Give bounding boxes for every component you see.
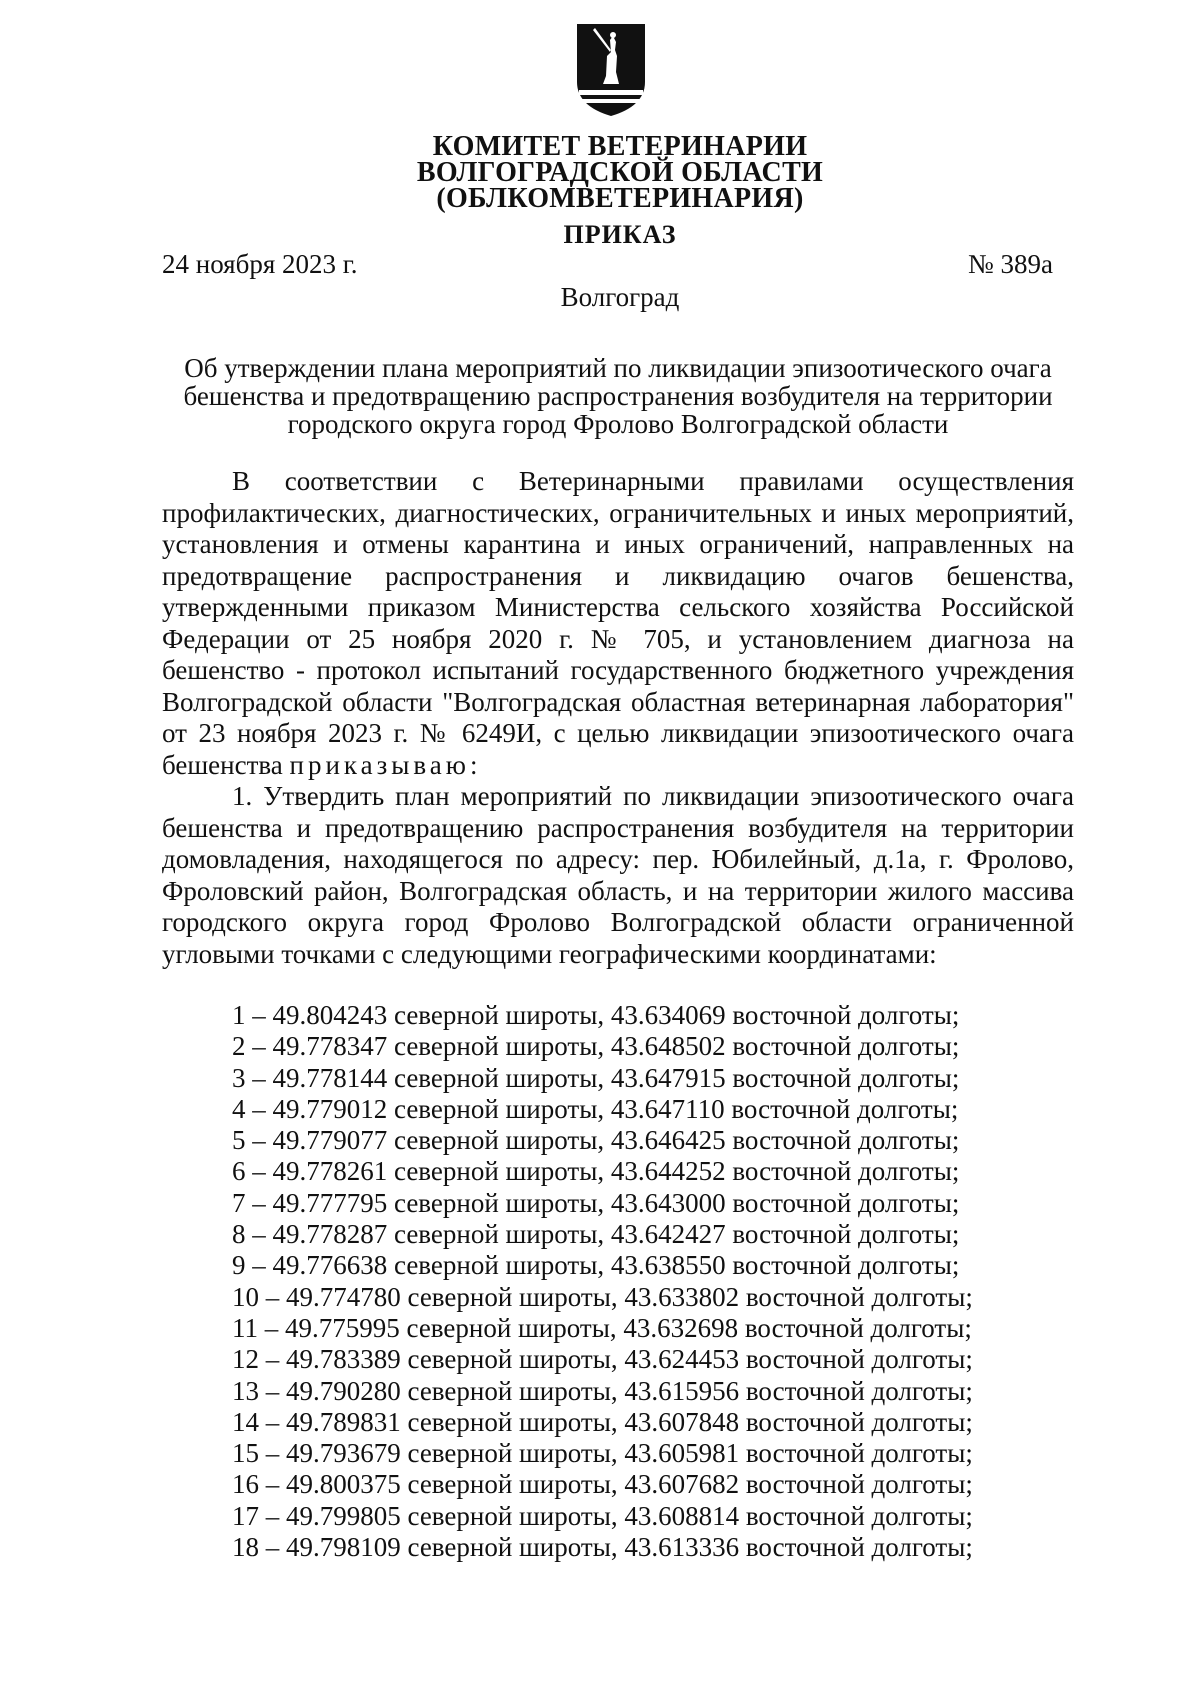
coordinate-lat-suffix: северной широты, <box>400 1500 625 1531</box>
coordinate-number: 6 <box>232 1156 246 1187</box>
coordinate-lon-suffix: восточной долготы; <box>725 1125 960 1156</box>
coordinate-item <box>232 1282 973 1313</box>
coordinate-number: 18 <box>232 1532 259 1563</box>
coordinate-lat-suffix: северной широты, <box>387 1125 611 1156</box>
coordinate-dash: – <box>259 1375 286 1406</box>
coordinate-lat-suffix: северной широты, <box>387 1156 611 1187</box>
coordinate-lon-suffix: восточной долготы; <box>739 1469 973 1500</box>
clause-1-paragraph: 1. Утвердить план мероприятий по ликвидации эпизоотического очага бешенства и предотвращению распространения возбудителя на территории домовладения, находящегося по адресу: пер. Юбилейный, д.1а, г. Фролово, Фроловский район, Волгоградская область, и на территории жилого массива городского округа город Фролово Волгоградской области ограниченной угловыми точками с следующими географическими координатами: <box>162 781 1074 969</box>
coordinate-longitude: 43.647915 <box>610 1062 726 1093</box>
coordinate-lat-suffix: северной широты, <box>387 1000 611 1030</box>
coordinate-dash: – <box>245 1093 273 1124</box>
coordinate-number: 12 <box>232 1344 259 1375</box>
org-name-line2: ВОЛГОГРАДСКОЙ ОБЛАСТИ <box>416 157 824 188</box>
coordinate-dash: – <box>245 1156 273 1187</box>
coordinate-latitude: 49.775995 <box>285 1312 400 1343</box>
coordinate-number: 17 <box>232 1500 259 1531</box>
document-number: № 389а <box>968 249 1053 279</box>
coordinate-number: 15 <box>232 1438 259 1469</box>
coordinate-item <box>232 1532 973 1563</box>
order-word: приказываю <box>289 749 470 780</box>
coordinate-lon-suffix: восточной долготы; <box>725 1000 960 1030</box>
coordinate-number: 3 <box>232 1062 246 1093</box>
coordinate-dash: – <box>245 1031 273 1062</box>
coordinate-latitude: 49.789831 <box>286 1406 401 1437</box>
coordinate-longitude: 43.624453 <box>624 1344 740 1375</box>
coordinate-lon-suffix: восточной долготы; <box>725 1062 960 1093</box>
coordinate-item <box>232 1438 973 1469</box>
coordinate-latitude: 49.777795 <box>272 1187 388 1218</box>
coordinate-dash: – <box>245 1062 273 1093</box>
coordinate-longitude: 43.638550 <box>610 1250 726 1281</box>
coordinate-longitude: 43.632698 <box>623 1312 739 1343</box>
subject-line: Об утверждении плана мероприятий по ликвидации эпизоотического очага <box>184 353 1052 383</box>
coordinate-latitude: 49.778261 <box>272 1156 388 1187</box>
coordinate-dash: – <box>259 1281 286 1312</box>
coordinate-lon-suffix: восточной долготы; <box>725 1219 960 1250</box>
coordinate-latitude: 49.778144 <box>272 1062 388 1093</box>
coordinate-latitude: 49.783389 <box>286 1344 401 1375</box>
coordinate-latitude: 49.779012 <box>272 1093 388 1124</box>
coordinate-longitude: 43.648502 <box>610 1031 726 1062</box>
coordinate-lon-suffix: восточной долготы; <box>739 1532 973 1563</box>
coordinate-item <box>232 1063 973 1094</box>
document-date: 24 ноября 2023 г. <box>162 249 358 279</box>
coordinate-number: 5 <box>232 1125 246 1156</box>
subject-line: городского округа город Фролово Волгоградской области <box>287 409 949 439</box>
coordinate-latitude: 49.778287 <box>272 1219 388 1250</box>
coordinate-item <box>232 1313 973 1344</box>
subject-line: бешенства и предотвращению распространения возбудителя на территории <box>183 381 1053 411</box>
coordinate-dash: – <box>258 1312 285 1343</box>
coordinate-latitude: 49.793679 <box>286 1438 401 1469</box>
coordinate-lat-suffix: северной широты, <box>387 1250 611 1281</box>
coordinate-lon-suffix: восточной долготы; <box>725 1187 960 1218</box>
coordinate-dash: – <box>245 1125 273 1156</box>
coordinate-item <box>232 1407 973 1438</box>
coordinate-lat-suffix: северной широты, <box>387 1093 611 1124</box>
coordinate-latitude: 49.776638 <box>272 1250 388 1281</box>
org-name-line3: (ОБЛКОМВЕТЕРИНАРИЯ) <box>436 183 804 214</box>
coordinate-number: 16 <box>232 1469 259 1500</box>
coordinate-item <box>232 1094 973 1125</box>
coordinate-lon-suffix: восточной долготы; <box>738 1312 972 1343</box>
coordinate-item <box>232 1188 973 1219</box>
coordinate-lon-suffix: восточной долготы; <box>725 1250 960 1281</box>
coordinate-lon-suffix: восточной долготы; <box>739 1344 973 1375</box>
document-subject <box>162 354 1074 438</box>
coordinate-item <box>232 1250 973 1281</box>
coordinate-lat-suffix: северной широты, <box>399 1312 624 1343</box>
coordinate-lon-suffix: восточной долготы; <box>724 1093 959 1124</box>
coordinate-dash: – <box>259 1344 286 1375</box>
coordinate-lon-suffix: восточной долготы; <box>739 1375 973 1406</box>
coordinate-lat-suffix: северной широты, <box>400 1438 625 1469</box>
coordinate-number: 8 <box>232 1219 246 1250</box>
coordinate-latitude: 49.800375 <box>286 1469 401 1500</box>
coat-of-arms-icon <box>573 20 649 120</box>
coordinate-number: 14 <box>232 1406 259 1437</box>
coordinate-dash: – <box>245 1250 273 1281</box>
coordinate-dash: – <box>245 1187 273 1218</box>
coordinate-item <box>232 1031 973 1062</box>
coordinate-latitude: 49.774780 <box>286 1281 401 1312</box>
coordinate-number: 13 <box>232 1375 259 1406</box>
coordinate-longitude: 43.607848 <box>624 1406 740 1437</box>
coordinate-lat-suffix: северной широты, <box>400 1281 625 1312</box>
coordinate-lat-suffix: северной широты, <box>400 1344 625 1375</box>
coordinate-lon-suffix: восточной долготы; <box>739 1281 973 1312</box>
coordinate-latitude: 49.779077 <box>272 1125 388 1156</box>
coordinate-number: 2 <box>232 1031 246 1062</box>
coordinate-longitude: 43.634069 <box>610 1000 726 1030</box>
coordinate-dash: – <box>259 1469 286 1500</box>
coordinate-item <box>232 1156 973 1187</box>
coordinate-dash: – <box>259 1500 286 1531</box>
preamble-paragraph <box>162 466 1074 781</box>
coordinate-longitude: 43.633802 <box>624 1281 740 1312</box>
coordinate-longitude: 43.608814 <box>624 1500 740 1531</box>
coordinates-list <box>232 1000 973 1563</box>
coordinate-item <box>232 1501 973 1532</box>
coordinate-lat-suffix: северной широты, <box>387 1219 611 1250</box>
coordinate-lat-suffix: северной широты, <box>400 1532 625 1563</box>
coordinate-latitude: 49.799805 <box>286 1500 401 1531</box>
coordinate-lon-suffix: восточной долготы; <box>725 1031 960 1062</box>
coordinate-lat-suffix: северной широты, <box>387 1031 611 1062</box>
coordinate-dash: – <box>245 1219 273 1250</box>
coordinate-longitude: 43.647110 <box>610 1093 725 1124</box>
preamble-text: В соответствии с Ветеринарными правилами осуществления профилактических, диагностических, ограничительных и иных мероприятий, установления и отмены карантина и иных ограничений, направленных на предотвращение распространения и ликвидацию очагов бешенства, утвержденными приказом Министерства сельского хозяйства Российской Федерации от 25 ноября 2020 г. № 705, и установлением диагноза на бешенство - протокол испытаний государственного бюджетного учреждения Волгоградской области "Волгоградская областная ветеринарная лаборатория" от 23 ноября 2023 г. № 6249И, с целью ликвидации эпизоотического очага бешенства <box>162 466 1074 780</box>
coordinate-dash: – <box>259 1532 286 1563</box>
coordinate-lat-suffix: северной широты, <box>400 1375 625 1406</box>
preamble-end: : <box>469 749 478 780</box>
coordinate-longitude: 43.607682 <box>624 1469 740 1500</box>
coordinate-longitude: 43.643000 <box>610 1187 726 1218</box>
coordinate-lat-suffix: северной широты, <box>387 1062 611 1093</box>
coordinate-number: 1 <box>232 1000 246 1030</box>
coordinate-longitude: 43.642427 <box>610 1219 726 1250</box>
coordinate-number: 11 <box>232 1312 258 1343</box>
coordinate-longitude: 43.605981 <box>624 1438 740 1469</box>
coordinate-lon-suffix: восточной долготы; <box>739 1500 973 1531</box>
coordinate-lon-suffix: восточной долготы; <box>739 1438 973 1469</box>
coordinate-latitude: 49.790280 <box>286 1375 401 1406</box>
coordinate-item <box>232 1344 973 1375</box>
coordinate-item <box>232 1219 973 1250</box>
coordinate-longitude: 43.644252 <box>610 1156 726 1187</box>
coordinate-item <box>232 1469 973 1500</box>
coordinate-item <box>232 1376 973 1407</box>
coordinate-lat-suffix: северной широты, <box>400 1406 625 1437</box>
coordinate-number: 4 <box>232 1093 246 1124</box>
coordinate-dash: – <box>245 1000 273 1030</box>
coordinate-latitude: 49.778347 <box>272 1031 388 1062</box>
coordinate-number: 7 <box>232 1187 246 1218</box>
coordinate-item <box>232 1125 973 1156</box>
document-city: Волгоград <box>560 282 680 312</box>
coordinate-latitude: 49.804243 <box>272 1000 388 1030</box>
coordinate-lat-suffix: северной широты, <box>387 1187 611 1218</box>
coordinate-longitude: 43.613336 <box>624 1532 740 1563</box>
coordinate-item <box>232 1000 973 1031</box>
coordinate-lon-suffix: восточной долготы; <box>739 1406 973 1437</box>
coordinate-latitude: 49.798109 <box>286 1532 401 1563</box>
coordinate-number: 10 <box>232 1281 259 1312</box>
coordinate-number: 9 <box>232 1250 246 1281</box>
coordinate-lon-suffix: восточной долготы; <box>725 1156 960 1187</box>
coordinate-longitude: 43.615956 <box>624 1375 740 1406</box>
coordinate-dash: – <box>259 1438 286 1469</box>
coordinate-lat-suffix: северной широты, <box>400 1469 625 1500</box>
document-type: ПРИКАЗ <box>563 220 677 249</box>
coordinate-dash: – <box>259 1406 286 1437</box>
coordinate-longitude: 43.646425 <box>610 1125 726 1156</box>
org-name-line1: КОМИТЕТ ВЕТЕРИНАРИИ <box>432 131 808 162</box>
